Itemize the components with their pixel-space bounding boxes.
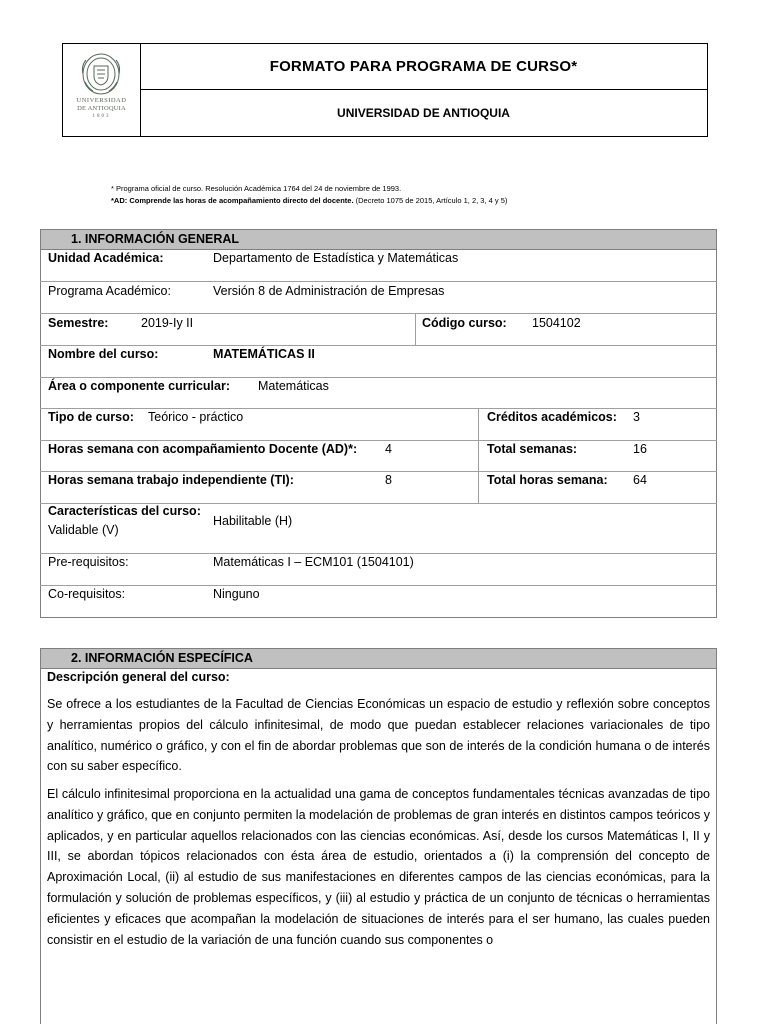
row-divider [40, 281, 717, 282]
section2-heading: 2. INFORMACIÓN ESPECÍFICA [40, 648, 717, 669]
row-divider [40, 471, 717, 472]
row-divider [40, 313, 717, 314]
prereq-label: Pre-requisitos: [48, 555, 129, 569]
row-divider [40, 345, 717, 346]
logo-name-line2: DE ANTIOQUIA [77, 105, 126, 112]
row-divider [40, 408, 717, 409]
horas-ad-value: 4 [385, 442, 392, 456]
column-divider [415, 313, 416, 345]
codigo-value: 1504102 [532, 316, 581, 330]
total-horas-label: Total horas semana: [487, 473, 608, 487]
document-title: FORMATO PARA PROGRAMA DE CURSO* [140, 44, 707, 90]
section1-heading: 1. INFORMACIÓN GENERAL [40, 229, 717, 250]
logo-cell [63, 44, 141, 136]
row-divider [40, 440, 717, 441]
logo-name-line1: UNIVERSIDAD [76, 97, 127, 104]
nombre-label: Nombre del curso: [48, 347, 159, 361]
programa-value: Versión 8 de Administración de Empresas [213, 284, 445, 298]
column-divider [478, 408, 479, 503]
university-seal-icon [77, 52, 125, 96]
horas-ad-label: Horas semana con acompañamiento Docente (AD)*: [48, 442, 358, 456]
coreq-label: Co-requisitos: [48, 587, 126, 601]
note-ad [111, 196, 507, 205]
prereq-value: Matemáticas I – ECM101 (1504101) [213, 555, 414, 569]
tipo-label: Tipo de curso: [48, 410, 134, 424]
total-semanas-label: Total semanas: [487, 442, 578, 456]
creditos-value: 3 [633, 410, 640, 424]
descripcion-label: Descripción general del curso: [47, 670, 230, 684]
tipo-value: Teórico - práctico [148, 410, 244, 424]
unidad-value: Departamento de Estadística y Matemáticas [213, 251, 459, 265]
document-header [62, 43, 708, 137]
nombre-value: MATEMÁTICAS II [213, 347, 315, 361]
note-ad-bold: *AD: Comprende las horas de acompañamiento directo del docente. [111, 196, 354, 205]
horas-ti-value: 8 [385, 473, 392, 487]
habilitable-value: Habilitable (H) [213, 514, 293, 528]
note-ad-rest: (Decreto 1075 de 2015, Artículo 1, 2, 3, 4 y 5) [353, 196, 508, 205]
university-name: UNIVERSIDAD DE ANTIOQUIA [337, 105, 510, 120]
codigo-label: Código curso: [422, 316, 507, 330]
logo-year: 1803 [92, 114, 111, 119]
total-horas-value: 64 [633, 473, 647, 487]
unidad-label: Unidad Académica: [48, 251, 164, 265]
creditos-label: Créditos académicos: [487, 410, 617, 424]
description-paragraph-2: El cálculo infinitesimal proporciona en la actualidad una gama de conceptos fundamentales técnicas avanzadas de tipo analítico y gráfico, que en conjunto permiten la modelación de problemas de gran interés en distintos campos teóricos y aplicados, y en particular aquellos relacionados con las ciencias económicas. Así, desde los cursos Matemáticas I, II y III, se abordan tópicos relacionados con ésta área de estudio, orientados a (i) la comprensión del concepto de Aproximación Local, (ii) al estudio de sus manifestaciones en diferentes campos de las ciencias económicas, para la formulación y solución de problemas específicos, y (iii) al estudio y práctica de un conjunto de técnicas o herramientas eficientes y eficaces que acompañan la modelación de situaciones de interés para el ser humano, las cuales pueden consistir en el estudio de la variación de una función cuando sus componentes o [47, 787, 710, 947]
note-resolution: * Programa oficial de curso. Resolución Académica 1764 del 24 de noviembre de 1993. [111, 184, 402, 193]
validable-value: Validable (V) [48, 523, 119, 537]
row-divider [40, 553, 717, 554]
area-label: Área o componente curricular: [48, 379, 230, 393]
caracteristicas-label: Características del curso: [48, 504, 201, 518]
coreq-value: Ninguno [213, 587, 260, 601]
semestre-value: 2019-Iy II [141, 316, 194, 330]
horas-ti-label: Horas semana trabajo independiente (TI): [48, 473, 294, 487]
description-paragraph-1: Se ofrece a los estudiantes de la Facultad de Ciencias Económicas un espacio de estudio y reflexión sobre conceptos y herramientas propios del cálculo infinitesimal, de modo que puedan establecer relaciones variacionales de tipo analítico, numérico o gráfico, y con el fin de abordar problemas que son de interés de la condición humana o de interés con su saber específico. [47, 697, 710, 774]
row-divider [40, 377, 717, 378]
total-semanas-value: 16 [633, 442, 647, 456]
area-value: Matemáticas [258, 379, 329, 393]
programa-label: Programa Académico: [48, 284, 171, 298]
semestre-label: Semestre: [48, 316, 109, 330]
row-divider [40, 585, 717, 586]
